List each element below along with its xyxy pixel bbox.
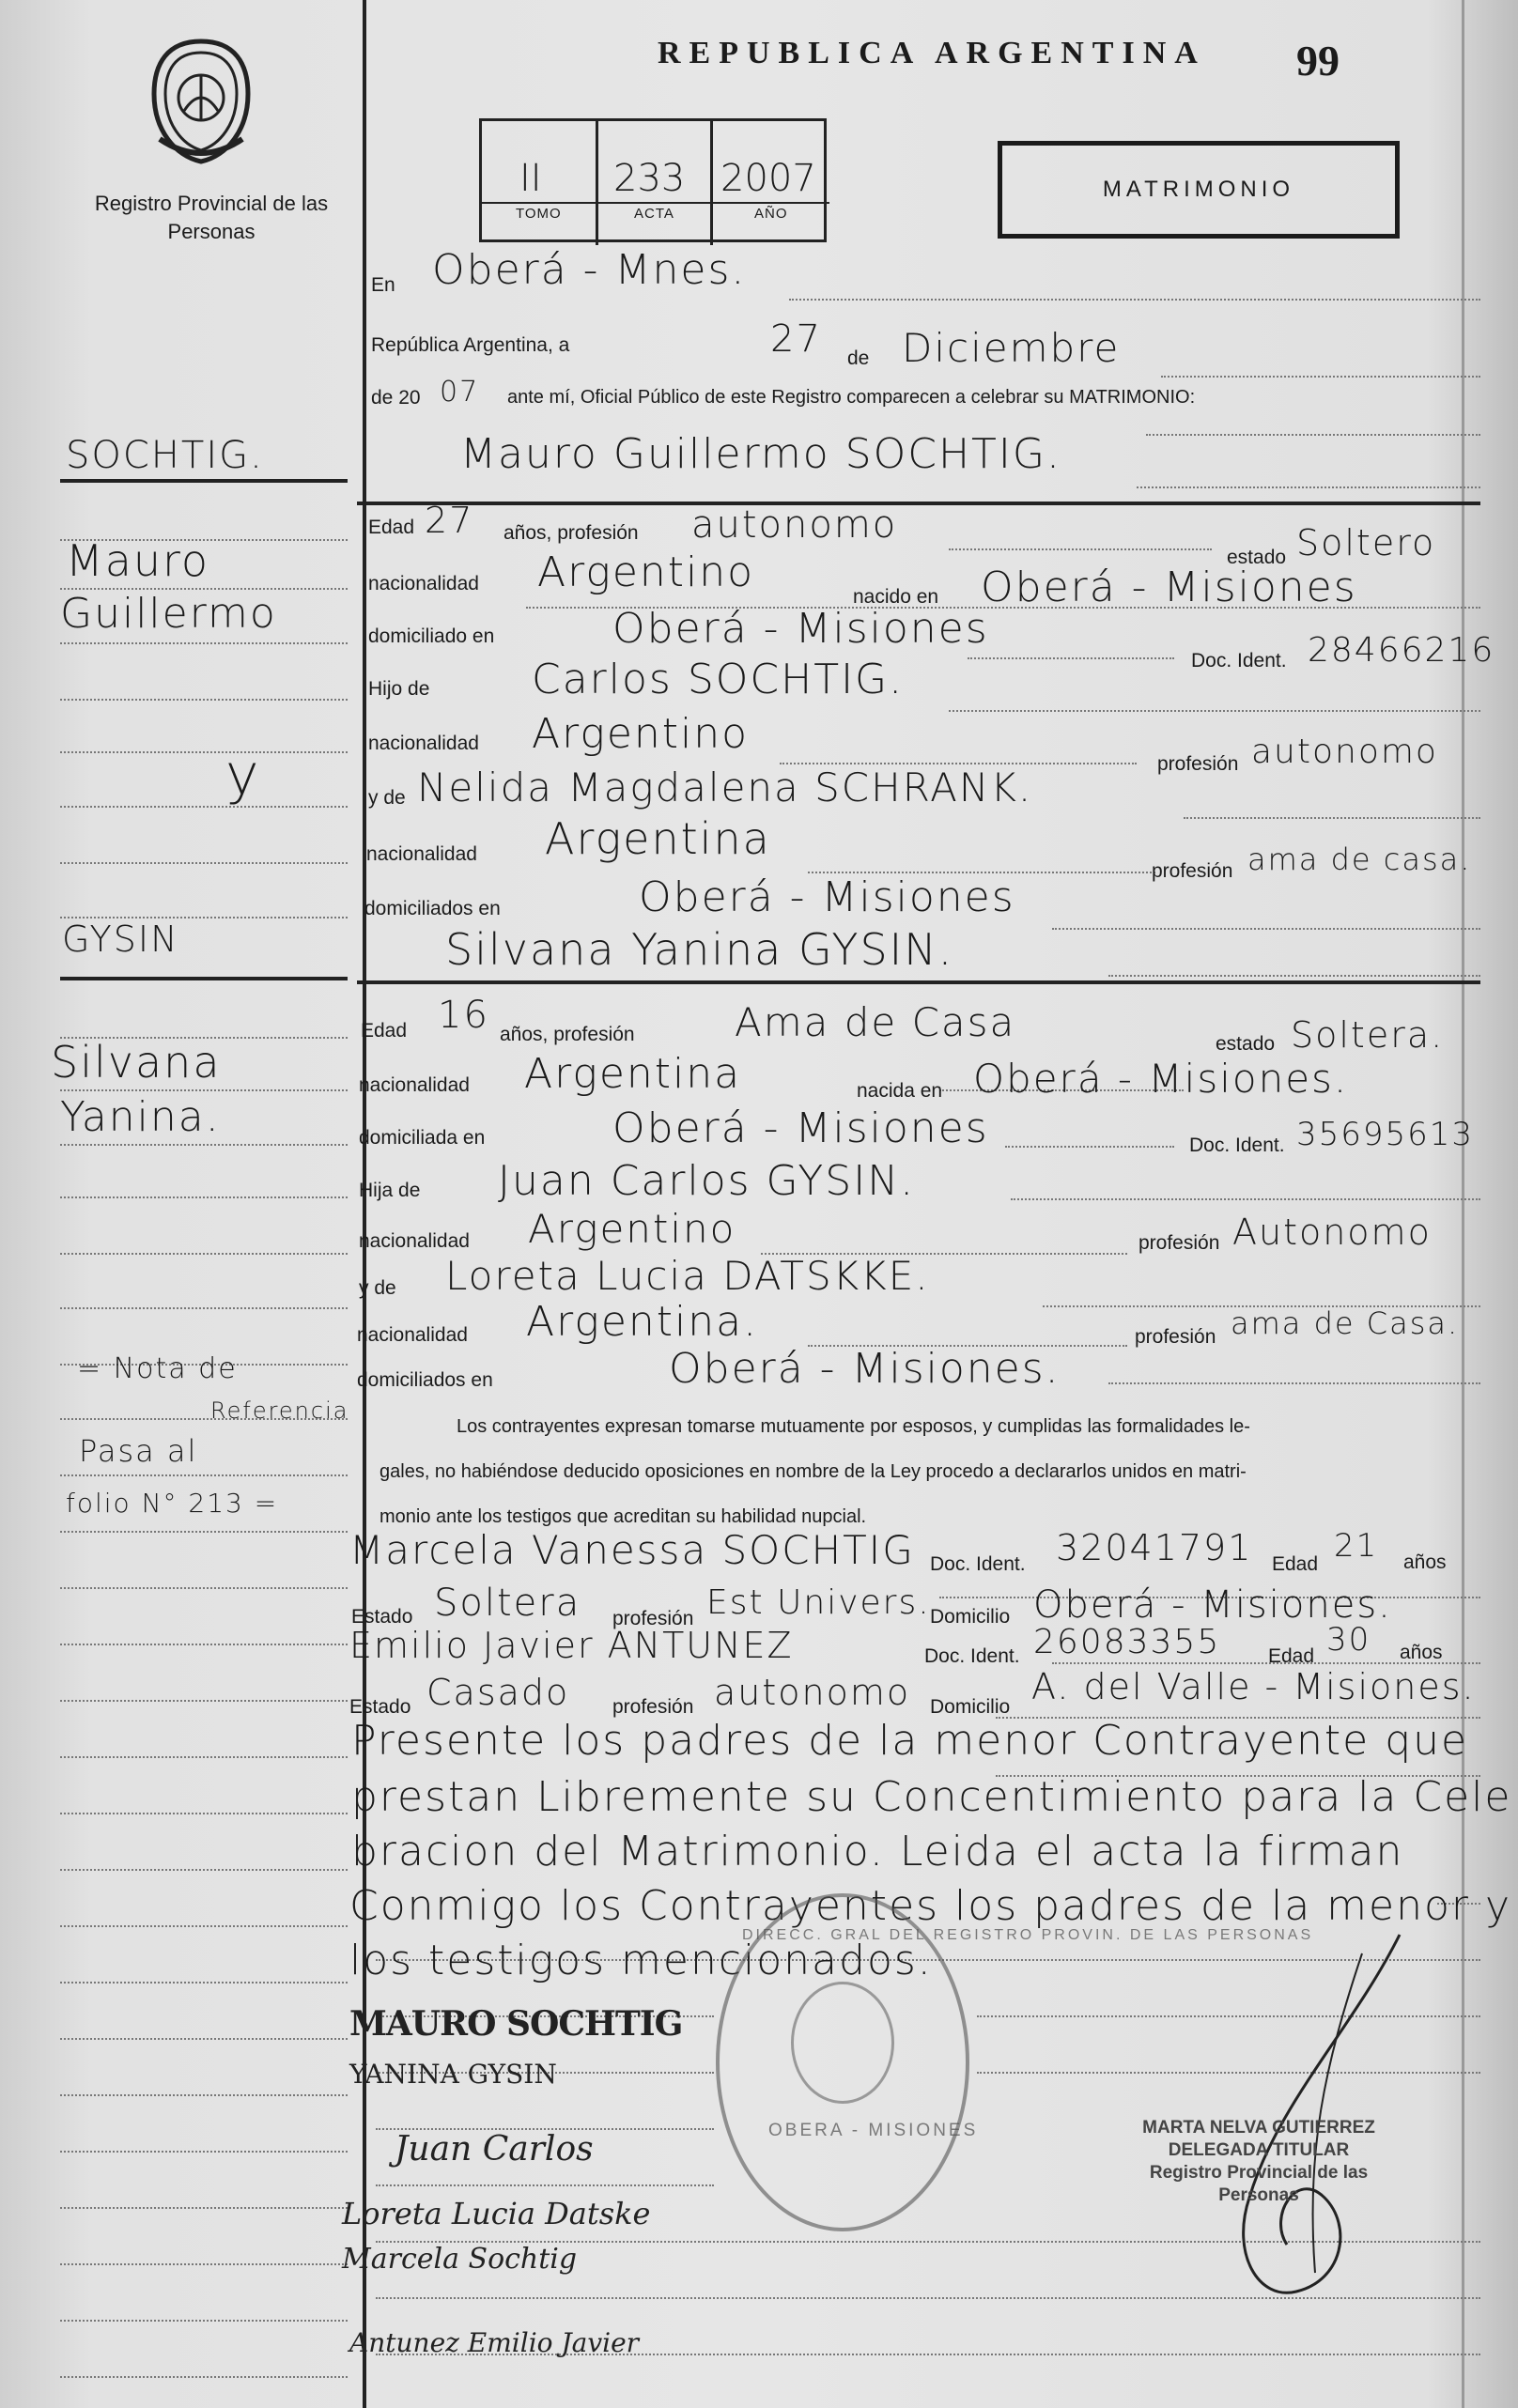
groom-mother-profession: ama de casa. bbox=[1247, 841, 1472, 877]
groom-margin-surname: SOCHTIG. bbox=[66, 434, 264, 477]
bride-parents-dom-label: domiciliados en bbox=[357, 1369, 493, 1391]
groom-father: Carlos SOCHTIG. bbox=[532, 656, 905, 703]
margin-note-line2: Referencia bbox=[210, 1397, 349, 1424]
witness1-profession: Est Univers. bbox=[706, 1583, 931, 1622]
witness2-domicile: A. del Valle - Misiones. bbox=[1031, 1666, 1476, 1707]
witness1-name: Marcela Vanessa SOCHTIG bbox=[349, 1527, 915, 1573]
country-title: REPUBLICA ARGENTINA bbox=[658, 36, 1206, 70]
margin-note-line4: folio N° 213 = bbox=[66, 1488, 279, 1519]
bride-birthplace: Oberá - Misiones. bbox=[973, 1056, 1349, 1102]
bride-margin-given-2: Yanina. bbox=[60, 1093, 221, 1141]
notes-line4: Conmigo los Contrayentes los padres de la menor y bbox=[349, 1882, 1512, 1930]
witness1-dom-label: Domicilio bbox=[930, 1606, 1011, 1628]
groom-hijo-label: Hijo de bbox=[368, 678, 430, 700]
republica-label: República Argentina, a bbox=[371, 334, 570, 356]
bride-father-nac-label: nacionalidad bbox=[359, 1230, 470, 1252]
groom-dom-label: domiciliado en bbox=[368, 625, 495, 647]
witness2-edad-label: Edad bbox=[1268, 1645, 1315, 1667]
witness1-signature: Marcela Sochtig bbox=[342, 2243, 578, 2276]
bride-father: Juan Carlos GYSIN. bbox=[498, 1157, 916, 1205]
day-value: 27 bbox=[770, 317, 822, 361]
registry-stamp-center bbox=[791, 1982, 894, 2104]
groom-father-nac-label: nacionalidad bbox=[368, 733, 479, 754]
witness2-profession: autonomo bbox=[714, 1672, 911, 1713]
bride-mother-nationality: Argentina. bbox=[526, 1298, 759, 1346]
groom-estado-label: estado bbox=[1227, 547, 1287, 568]
official-signature-icon bbox=[1212, 1916, 1428, 2310]
document-type: MATRIMONIO bbox=[1102, 177, 1295, 202]
witness1-age: 21 bbox=[1334, 1527, 1379, 1565]
bride-civil-status: Soltera. bbox=[1291, 1014, 1445, 1056]
bride-yde-label: y de bbox=[359, 1277, 396, 1299]
month-value: Diciembre bbox=[902, 325, 1121, 371]
bride-full-name: Silvana Yanina GYSIN. bbox=[445, 924, 954, 975]
bride-father-profession: Autonomo bbox=[1232, 1212, 1432, 1253]
declaration-line2: gales, no habiéndose deducido oposiciones en nombre de la Ley procedo a declararlos unidos en matri- bbox=[380, 1461, 1247, 1482]
document-type-box bbox=[998, 141, 1400, 239]
witness2-signature: Antunez Emilio Javier bbox=[349, 2327, 640, 2358]
groom-yde-label: y de bbox=[368, 787, 406, 809]
stamp-ring-text: DIRECC. GRAL DEL REGISTRO PROVIN. DE LAS PERSONAS bbox=[742, 1927, 1314, 1943]
bride-age: 16 bbox=[438, 994, 489, 1037]
witness1-domicile: Oberá - Misiones. bbox=[1033, 1583, 1392, 1627]
margin-divider bbox=[363, 0, 366, 2408]
bride-mother-profession: ama de Casa. bbox=[1231, 1305, 1460, 1341]
de-label: de bbox=[847, 347, 870, 369]
bride-father-nationality: Argentino bbox=[528, 1206, 736, 1252]
province-crest-icon bbox=[141, 36, 261, 167]
bride-domicile: Oberá - Misiones bbox=[612, 1104, 989, 1152]
mother-signature: Loreta Lucia Datske bbox=[342, 2196, 651, 2231]
right-edge bbox=[1462, 0, 1464, 2408]
bride-edad-label: Edad bbox=[361, 1020, 408, 1042]
bride-parents-domicile: Oberá - Misiones. bbox=[669, 1345, 1061, 1393]
bride-nationality: Argentina bbox=[524, 1050, 742, 1098]
witness2-name: Emilio Javier ANTUNEZ bbox=[349, 1625, 794, 1666]
bride-doc: 35695613 bbox=[1296, 1116, 1475, 1153]
en-label: En bbox=[371, 274, 395, 296]
groom-margin-conj: y bbox=[225, 742, 261, 808]
bride-nac-label: nacionalidad bbox=[359, 1074, 470, 1096]
bride-mother-nac-label: nacionalidad bbox=[357, 1324, 468, 1346]
witness1-status: Soltera bbox=[434, 1582, 581, 1625]
witness1-anos-label: años bbox=[1403, 1551, 1447, 1573]
groom-margin-given-2: Guillermo bbox=[60, 590, 277, 638]
bride-dom-label: domiciliada en bbox=[359, 1127, 486, 1149]
notes-line3: bracion del Matrimonio. Leida el acta la firman bbox=[351, 1828, 1404, 1875]
record-number-box bbox=[479, 118, 827, 242]
anio-label: AÑO bbox=[754, 206, 788, 222]
witness2-status: Casado bbox=[426, 1672, 570, 1713]
declaration-line1: Los contrayentes expresan tomarse mutuamente por esposos, y cumplidas las formalidades le- bbox=[457, 1416, 1250, 1437]
groom-nacido-label: nacido en bbox=[853, 586, 939, 608]
witness1-doc: 32041791 bbox=[1056, 1527, 1253, 1568]
official-title: DELEGADA TITULAR bbox=[1168, 2140, 1350, 2160]
bride-margin-surname: GYSIN bbox=[62, 918, 179, 960]
declaration-line3: monio ante los testigos que acreditan su habilidad nupcial. bbox=[380, 1506, 867, 1527]
groom-profession: autonomo bbox=[691, 503, 898, 547]
groom-father-nationality: Argentino bbox=[532, 710, 750, 758]
witness2-age: 30 bbox=[1326, 1621, 1371, 1659]
groom-civil-status: Soltero bbox=[1296, 522, 1436, 563]
place-value: Oberá - Mnes. bbox=[432, 246, 747, 294]
groom-age: 27 bbox=[425, 500, 474, 541]
bride-prof-label: años, profesión bbox=[500, 1024, 635, 1045]
official-name: MARTA NELVA GUTIERREZ bbox=[1142, 2118, 1375, 2138]
bride-signature: YANINA GYSIN bbox=[349, 2059, 557, 2090]
acta-label: ACTA bbox=[634, 206, 674, 222]
groom-full-name: Mauro Guillermo SOCHTIG. bbox=[460, 430, 1061, 478]
groom-birthplace: Oberá - Misiones bbox=[981, 563, 1357, 611]
groom-mother-nac-label: nacionalidad bbox=[366, 843, 477, 865]
notes-line5: los testigos mencionados. bbox=[349, 1937, 933, 1984]
father-signature: Juan Carlos bbox=[395, 2130, 594, 2169]
groom-mother-prof-label: profesión bbox=[1152, 860, 1233, 882]
witness1-estado-label: Estado bbox=[351, 1606, 413, 1628]
bride-mother: Loreta Lucia DATSKKE. bbox=[445, 1253, 930, 1299]
anio-value: 2007 bbox=[720, 157, 816, 200]
notes-line1: Presente los padres de la menor Contrayente que bbox=[351, 1717, 1469, 1765]
groom-prof-label: años, profesión bbox=[503, 522, 639, 544]
witness2-doc-label: Doc. Ident. bbox=[924, 1645, 1020, 1667]
groom-signature: MAURO SOCHTIG bbox=[349, 2004, 683, 2044]
acta-value: 233 bbox=[613, 157, 686, 200]
year-suffix: 07 bbox=[440, 376, 480, 409]
tomo-value: II bbox=[519, 157, 542, 200]
groom-father-prof-label: profesión bbox=[1157, 753, 1239, 775]
bride-hija-label: Hija de bbox=[359, 1180, 421, 1201]
groom-parents-dom-label: domiciliados en bbox=[364, 898, 501, 919]
groom-parents-domicile: Oberá - Misiones bbox=[639, 873, 1015, 921]
bride-mother-prof-label: profesión bbox=[1135, 1326, 1216, 1348]
bride-profession: Ama de Casa bbox=[735, 999, 1016, 1045]
bride-father-prof-label: profesión bbox=[1138, 1232, 1220, 1254]
bride-margin-given-1: Silvana bbox=[51, 1037, 222, 1088]
stamp-center-text: OBERA - MISIONES bbox=[768, 2121, 979, 2140]
bride-nacida-label: nacida en bbox=[857, 1080, 943, 1102]
official-office: Registro Provincial de las Personas bbox=[1149, 2163, 1369, 2205]
witness2-dom-label: Domicilio bbox=[930, 1696, 1011, 1718]
groom-doc-label: Doc. Ident. bbox=[1191, 650, 1287, 671]
witness2-anos-label: años bbox=[1400, 1642, 1443, 1663]
official-stamp bbox=[1108, 2117, 1409, 2207]
groom-margin-given-1: Mauro bbox=[66, 535, 210, 586]
margin-note-line3: Pasa al bbox=[79, 1433, 198, 1469]
page-number: 99 bbox=[1296, 37, 1340, 85]
statement-text: ante mí, Oficial Público de este Registro comparecen a celebrar su MATRIMONIO: bbox=[507, 387, 1196, 408]
witness1-prof-label: profesión bbox=[612, 1608, 694, 1629]
witness2-prof-label: profesión bbox=[612, 1696, 694, 1718]
groom-doc: 28466216 bbox=[1308, 631, 1495, 670]
witness2-doc: 26083355 bbox=[1033, 1623, 1221, 1661]
groom-mother: Nelida Magdalena SCHRANK. bbox=[417, 764, 1033, 810]
witness2-estado-label: Estado bbox=[349, 1696, 411, 1718]
groom-mother-nationality: Argentina bbox=[545, 813, 771, 864]
notes-line2: prestan Libremente su Concentimiento para la Cele bbox=[351, 1773, 1512, 1821]
margin-note-line1: = Nota de bbox=[77, 1352, 238, 1385]
bride-doc-label: Doc. Ident. bbox=[1189, 1135, 1285, 1156]
bride-estado-label: estado bbox=[1216, 1033, 1276, 1055]
groom-edad-label: Edad bbox=[368, 517, 415, 538]
groom-nac-label: nacionalidad bbox=[368, 573, 479, 594]
groom-nationality: Argentino bbox=[537, 548, 755, 596]
witness1-edad-label: Edad bbox=[1272, 1553, 1319, 1575]
witness1-doc-label: Doc. Ident. bbox=[930, 1553, 1026, 1575]
tomo-label: TOMO bbox=[516, 206, 562, 222]
year-prefix: de 20 bbox=[371, 387, 421, 409]
groom-domicile: Oberá - Misiones bbox=[612, 605, 989, 653]
registry-name: Registro Provincial de las Personas bbox=[94, 192, 329, 243]
groom-father-profession: autonomo bbox=[1251, 733, 1438, 771]
